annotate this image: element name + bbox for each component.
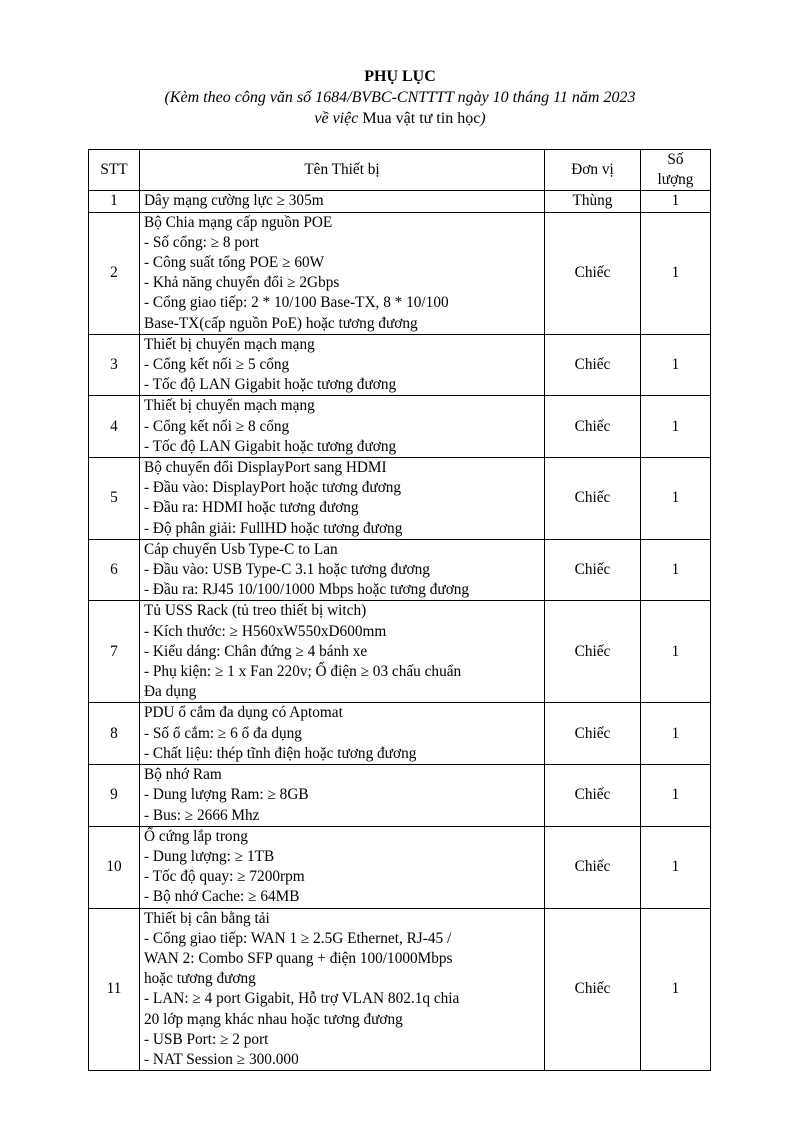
description-line: - Cổng kết nối ≥ 5 cổng xyxy=(144,356,290,374)
description-line: Ổ cứng lắp trong xyxy=(144,827,248,845)
row-unit: Chiếc xyxy=(545,458,641,540)
table-row xyxy=(89,765,711,827)
subtitle-close-paren: ) xyxy=(480,110,486,127)
row-unit: Thùng xyxy=(545,191,641,212)
table-row xyxy=(89,908,711,1071)
row-stt: 9 xyxy=(89,765,140,827)
description-line: - Số cổng: ≥ 8 port xyxy=(144,233,260,251)
description-line: - Đầu ra: HDMI hoặc tương đương xyxy=(144,499,359,517)
table-header-row xyxy=(89,150,711,191)
table-row xyxy=(89,212,711,334)
column-header-device-name: Tên Thiết bị xyxy=(140,150,545,191)
description-line: - USB Port: ≥ 2 port xyxy=(144,1030,269,1048)
row-quantity: 1 xyxy=(641,191,711,212)
description-line: - Kích thước: ≥ H560xW550xD600mm xyxy=(144,622,387,640)
row-unit: Chiếc xyxy=(545,765,641,827)
description-line: hoặc tương đương xyxy=(144,970,256,988)
table-row xyxy=(89,601,711,703)
subtitle-italic-part: về việc xyxy=(314,110,359,127)
description-line: Dây mạng cường lực ≥ 305m xyxy=(144,192,324,210)
table-row xyxy=(89,191,711,212)
qty-header-line-1: Số xyxy=(667,151,684,168)
row-stt: 4 xyxy=(89,396,140,458)
description-line: - Cổng giao tiếp: 2 * 10/100 Base-TX, 8 * 10/100 xyxy=(144,294,449,312)
row-quantity: 1 xyxy=(641,703,711,765)
row-device-description xyxy=(140,765,545,827)
row-device-description xyxy=(140,191,545,212)
table-row xyxy=(89,539,711,601)
description-line: Tủ USS Rack (tủ treo thiết bị witch) xyxy=(144,602,367,620)
row-device-description xyxy=(140,908,545,1071)
row-device-description xyxy=(140,703,545,765)
description-line: - Dung lượng: ≥ 1TB xyxy=(144,847,275,865)
row-quantity: 1 xyxy=(641,458,711,540)
column-header-unit: Đơn vị xyxy=(545,150,641,191)
row-device-description xyxy=(140,458,545,540)
row-stt: 5 xyxy=(89,458,140,540)
row-device-description xyxy=(140,396,545,458)
description-line: - Bus: ≥ 2666 Mhz xyxy=(144,806,260,824)
description-line: 20 lớp mạng khác nhau hoặc tương đương xyxy=(144,1010,403,1028)
description-line: WAN 2: Combo SFP quang + điện 100/1000Mbps xyxy=(144,949,453,967)
qty-header-line-2: lượng xyxy=(657,171,694,189)
description-line: Thiết bị cân bằng tải xyxy=(144,909,270,927)
row-unit: Chiếc xyxy=(545,908,641,1071)
appendix-subtitle-line-2 xyxy=(0,108,800,129)
description-line: - Kiểu dáng: Chân đứng ≥ 4 bánh xe xyxy=(144,642,368,660)
description-line: - Đầu vào: DisplayPort hoặc tương đương xyxy=(144,479,402,497)
row-stt: 1 xyxy=(89,191,140,212)
subtitle-plain-part: Mua vật tư tin học xyxy=(358,110,481,127)
row-device-description xyxy=(140,539,545,601)
row-device-description xyxy=(140,334,545,396)
description-line: - Phụ kiện: ≥ 1 x Fan 220v; Ổ điện ≥ 03 chấu chuẩn xyxy=(144,663,462,681)
row-quantity: 1 xyxy=(641,212,711,334)
description-line: - Cổng giao tiếp: WAN 1 ≥ 2.5G Ethernet, RJ-45 / xyxy=(144,929,452,947)
row-quantity: 1 xyxy=(641,765,711,827)
description-line: - Dung lượng Ram: ≥ 8GB xyxy=(144,786,309,804)
description-line: Thiết bị chuyển mạch mạng xyxy=(144,397,315,415)
row-unit: Chiếc xyxy=(545,601,641,703)
description-line: - Đầu vào: USB Type-C 3.1 hoặc tương đương xyxy=(144,561,430,579)
row-quantity: 1 xyxy=(641,539,711,601)
description-line: - Chất liệu: thép tĩnh điện hoặc tương đương xyxy=(144,744,417,762)
table-row xyxy=(89,458,711,540)
row-unit: Chiếc xyxy=(545,703,641,765)
description-line: - Công suất tổng POE ≥ 60W xyxy=(144,254,325,272)
appendix-subtitle-line-1: (Kèm theo công văn số 1684/BVBC-CNTTTT ngày 10 tháng 11 năm 2023 xyxy=(164,89,636,106)
description-line: Cáp chuyển Usb Type-C to Lan xyxy=(144,540,338,558)
description-line: PDU ổ cắm đa dụng có Aptomat xyxy=(144,704,343,722)
row-unit: Chiếc xyxy=(545,396,641,458)
description-line: - Khả năng chuyển đổi ≥ 2Gbps xyxy=(144,274,340,292)
row-quantity: 1 xyxy=(641,908,711,1071)
row-stt: 10 xyxy=(89,826,140,908)
description-line: - Tốc độ LAN Gigabit hoặc tương đương xyxy=(144,437,397,455)
description-line: Bộ chuyển đổi DisplayPort sang HDMI xyxy=(144,459,387,477)
row-unit: Chiếc xyxy=(545,334,641,396)
row-device-description xyxy=(140,826,545,908)
row-stt: 8 xyxy=(89,703,140,765)
table-row xyxy=(89,396,711,458)
description-line: - Độ phân giải: FullHD hoặc tương đương xyxy=(144,519,403,537)
description-line: Đa dụng xyxy=(144,683,197,701)
row-unit: Chiếc xyxy=(545,212,641,334)
table-row xyxy=(89,334,711,396)
table-row xyxy=(89,703,711,765)
description-line: - Tốc độ quay: ≥ 7200rpm xyxy=(144,868,305,886)
row-unit: Chiếc xyxy=(545,539,641,601)
description-line: Bộ Chia mạng cấp nguồn POE xyxy=(144,213,333,231)
row-unit: Chiếc xyxy=(545,826,641,908)
row-stt: 3 xyxy=(89,334,140,396)
row-quantity: 1 xyxy=(641,334,711,396)
description-line: Thiết bị chuyển mạch mạng xyxy=(144,335,315,353)
row-stt: 2 xyxy=(89,212,140,334)
row-stt: 6 xyxy=(89,539,140,601)
description-line: - Tốc độ LAN Gigabit hoặc tương đương xyxy=(144,376,397,394)
description-line: - NAT Session ≥ 300.000 xyxy=(144,1050,299,1068)
table-body xyxy=(89,191,711,1071)
description-line: - LAN: ≥ 4 port Gigabit, Hỗ trợ VLAN 802.1q chia xyxy=(144,990,460,1008)
column-header-quantity xyxy=(641,150,711,191)
document-header xyxy=(0,67,800,129)
row-device-description xyxy=(140,601,545,703)
row-quantity: 1 xyxy=(641,396,711,458)
column-header-stt: STT xyxy=(89,150,140,191)
row-device-description xyxy=(140,212,545,334)
description-line: - Đầu ra: RJ45 10/100/1000 Mbps hoặc tương đương xyxy=(144,581,470,599)
description-line: - Bộ nhớ Cache: ≥ 64MB xyxy=(144,888,300,906)
appendix-title: PHỤ LỤC xyxy=(364,68,436,85)
equipment-table xyxy=(88,149,711,1071)
row-quantity: 1 xyxy=(641,826,711,908)
description-line: Base-TX(cấp nguồn PoE) hoặc tương đương xyxy=(144,314,418,332)
description-line: Bộ nhớ Ram xyxy=(144,766,222,784)
table-row xyxy=(89,826,711,908)
row-stt: 7 xyxy=(89,601,140,703)
row-quantity: 1 xyxy=(641,601,711,703)
description-line: - Cổng kết nối ≥ 8 cổng xyxy=(144,417,290,435)
description-line: - Số ổ cắm: ≥ 6 ổ đa dụng xyxy=(144,724,302,742)
row-stt: 11 xyxy=(89,908,140,1071)
